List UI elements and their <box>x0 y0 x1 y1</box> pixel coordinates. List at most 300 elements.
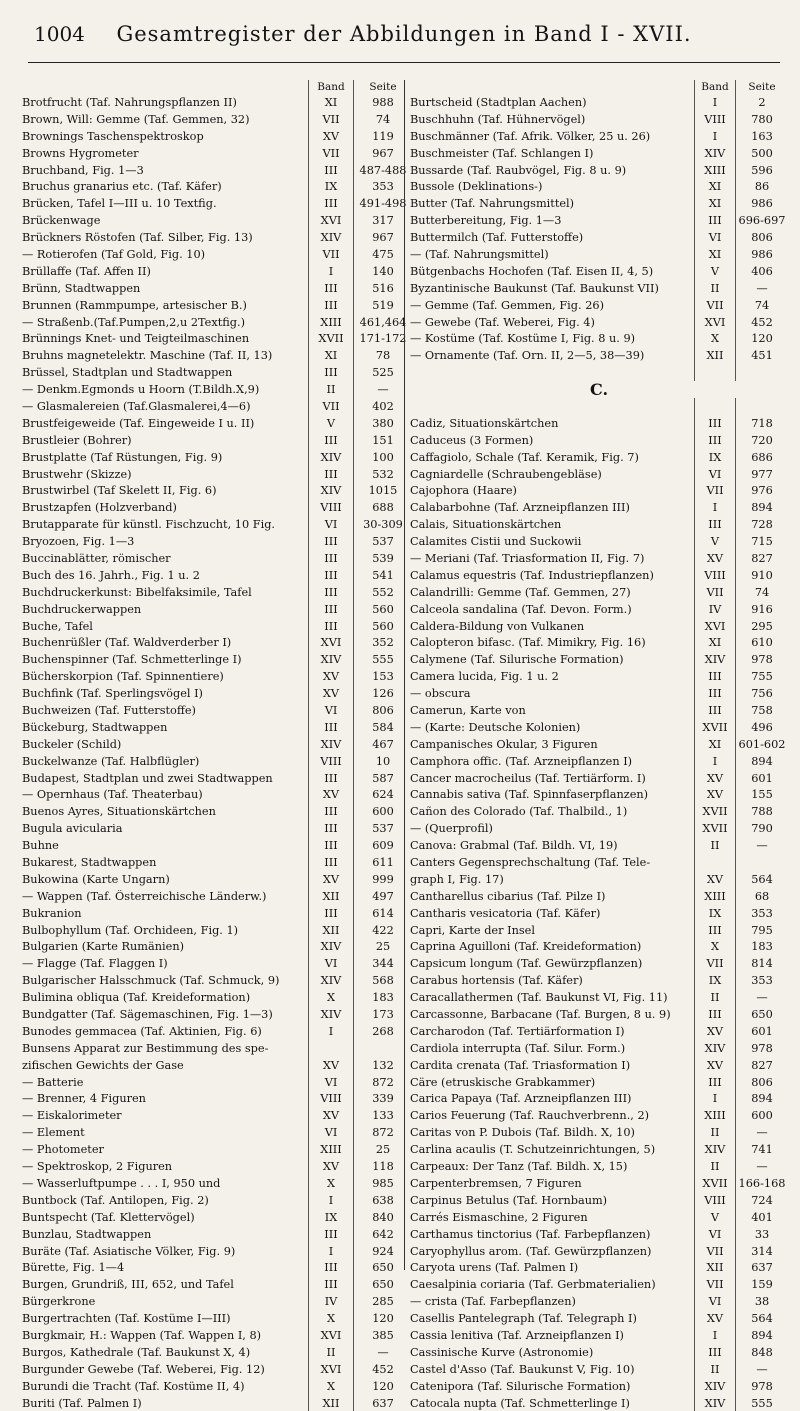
index-entry-row <box>410 702 788 719</box>
entry-seite: 295 <box>735 618 788 635</box>
entry-seite: 780 <box>735 111 788 128</box>
index-entry-row <box>410 601 788 618</box>
entry-term: — Gemme (Taf. Gemmen, Fig. 26) <box>410 298 604 312</box>
entry-term: Bulbophyllum (Taf. Orchideen, Fig. 1) <box>22 923 239 937</box>
entry-seite: 537 <box>353 533 412 550</box>
entry-seite: 25 <box>353 939 412 956</box>
entry-seite: 155 <box>735 787 788 804</box>
index-entry-row <box>22 1091 412 1108</box>
index-entry-row <box>410 1141 788 1158</box>
entry-seite: 537 <box>353 820 412 837</box>
entry-seite: 552 <box>353 584 412 601</box>
entry-seite: 718 <box>735 415 788 432</box>
entry-term: Buräte (Taf. Asiatische Völker, Fig. 9) <box>22 1244 236 1258</box>
index-entry-row <box>410 1006 788 1023</box>
entry-term: Canova: Grabmal (Taf. Bildh. VI, 19) <box>410 839 618 853</box>
index-entry-row <box>22 466 412 483</box>
entry-band: I <box>694 753 735 770</box>
entry-term: — Spektroskop, 2 Figuren <box>22 1160 173 1174</box>
index-entry-row <box>22 1209 412 1226</box>
index-entry-row <box>410 1276 788 1293</box>
entry-band: VII <box>694 955 735 972</box>
entry-seite: 560 <box>353 601 412 618</box>
entry-seite: 872 <box>353 1074 412 1091</box>
entry-seite: 894 <box>735 753 788 770</box>
index-entry-row <box>410 1124 788 1141</box>
entry-term: Casellis Pantelegraph (Taf. Telegraph I) <box>410 1312 637 1326</box>
column-divider <box>404 80 405 1270</box>
index-entry-row <box>410 195 788 212</box>
entry-term: Caracallathermen (Taf. Baukunst VI, Fig. 11) <box>410 991 668 1005</box>
entry-seite: 978 <box>735 651 788 668</box>
entry-term: Buschhuhn (Taf. Hühnervögel) <box>410 112 586 126</box>
index-entry-row <box>410 550 788 567</box>
entry-seite: 560 <box>353 618 412 635</box>
entry-term: Bütgenbachs Hochofen (Taf. Eisen II, 4, 5) <box>410 264 654 278</box>
entry-band: XV <box>308 787 353 804</box>
entry-seite: 795 <box>735 922 788 939</box>
entry-seite: 532 <box>353 466 412 483</box>
index-entry-row <box>22 1293 412 1310</box>
entry-seite: 120 <box>735 330 788 347</box>
entry-seite: 600 <box>735 1107 788 1124</box>
entry-band: XIII <box>694 162 735 179</box>
entry-term: Brustwirbel (Taf Skelett II, Fig. 6) <box>22 484 217 498</box>
index-entry-row <box>410 803 788 820</box>
index-entry-row <box>22 719 412 736</box>
index-entry-row <box>22 364 412 381</box>
entry-term: Buschmeister (Taf. Schlangen I) <box>410 146 594 160</box>
entry-band: XVII <box>694 820 735 837</box>
entry-band: VIII <box>308 1091 353 1108</box>
entry-band: XVI <box>694 618 735 635</box>
entry-term: Carpinus Betulus (Taf. Hornbaum) <box>410 1193 608 1207</box>
entry-term: Catenipora (Taf. Silurische Formation) <box>410 1379 631 1393</box>
header-rule <box>28 62 780 63</box>
entry-seite: 352 <box>353 635 412 652</box>
index-entry-row <box>22 1023 412 1040</box>
entry-band: VI <box>308 702 353 719</box>
entry-term: — Glasmalereien (Taf.Glasmalerei,4—6) <box>22 399 251 413</box>
entry-band: VI <box>308 955 353 972</box>
entry-band: IV <box>308 1293 353 1310</box>
entry-term: — Photometer <box>22 1143 104 1157</box>
index-entry-row <box>22 1141 412 1158</box>
index-entry-row <box>410 719 788 736</box>
index-entry-row <box>22 820 412 837</box>
entry-band: VIII <box>694 567 735 584</box>
index-entry-row <box>410 1175 788 1192</box>
entry-seite: 353 <box>353 178 412 195</box>
entry-band: III <box>694 668 735 685</box>
index-entry-row <box>410 618 788 635</box>
entry-seite: 385 <box>353 1327 412 1344</box>
entry-band: XIII <box>694 1107 735 1124</box>
index-entry-row <box>22 1057 412 1074</box>
entry-seite: 624 <box>353 787 412 804</box>
entry-term: — Wappen (Taf. Österreichische Länderw.) <box>22 889 267 903</box>
entry-seite: 353 <box>735 972 788 989</box>
index-entry-row <box>410 888 788 905</box>
index-entry-row <box>22 1006 412 1023</box>
index-entry-row <box>22 635 412 652</box>
entry-term: Castel d'Asso (Taf. Baukunst V, Fig. 10) <box>410 1362 635 1376</box>
entry-term: Bussarde (Taf. Raubvögel, Fig. 8 u. 9) <box>410 163 627 177</box>
index-entry-row <box>410 972 788 989</box>
entry-band: III <box>308 567 353 584</box>
entry-band: XV <box>308 128 353 145</box>
entry-band: XIII <box>694 888 735 905</box>
entry-seite: 601 <box>735 1023 788 1040</box>
entry-seite: 688 <box>353 499 412 516</box>
entry-band: III <box>308 905 353 922</box>
entry-band: XV <box>308 871 353 888</box>
index-entry-row <box>22 1395 412 1411</box>
entry-seite: 86 <box>735 178 788 195</box>
entry-term: Burundi die Tracht (Taf. Kostüme II, 4) <box>22 1379 245 1393</box>
entry-term: Budapest, Stadtplan und zwei Stadtwappen <box>22 771 273 785</box>
entry-band: XVII <box>694 719 735 736</box>
index-entry-row <box>410 685 788 702</box>
entry-band: XV <box>694 1310 735 1327</box>
index-entry-row <box>22 347 412 364</box>
entry-band: XV <box>694 871 735 888</box>
entry-seite: 516 <box>353 280 412 297</box>
entry-term: Calandrilli: Gemme (Taf. Gemmen, 27) <box>410 585 631 599</box>
index-entry-row <box>410 770 788 787</box>
entry-seite: — <box>735 1124 788 1141</box>
entry-seite: 285 <box>353 1293 412 1310</box>
entry-seite: 601 <box>735 770 788 787</box>
index-entry-row <box>410 482 788 499</box>
entry-term: Calais, Situationskärtchen <box>410 518 562 532</box>
index-entry-row <box>22 1226 412 1243</box>
index-entry-row <box>22 989 412 1006</box>
entry-band: VI <box>694 1226 735 1243</box>
entry-band: VII <box>694 482 735 499</box>
entry-term: Bürette, Fig. 1—4 <box>22 1261 125 1275</box>
entry-band: VIII <box>308 753 353 770</box>
entry-seite: 401 <box>735 1209 788 1226</box>
index-entry-row <box>22 1327 412 1344</box>
entry-seite: 600 <box>353 803 412 820</box>
index-entry-row <box>22 381 412 398</box>
entry-band: XVI <box>308 1361 353 1378</box>
entry-term: Cassinische Kurve (Astronomie) <box>410 1345 594 1359</box>
entry-band: IX <box>694 972 735 989</box>
entry-band: III <box>308 1276 353 1293</box>
entry-term: Brustfeigeweide (Taf. Eingeweide I u. II) <box>22 416 255 430</box>
entry-term: Buche, Tafel <box>22 619 93 633</box>
entry-seite: 159 <box>735 1276 788 1293</box>
index-entry-row <box>410 736 788 753</box>
index-entry-row <box>410 989 788 1006</box>
index-entry-row <box>410 820 788 837</box>
entry-band: X <box>694 330 735 347</box>
section-letter: C. <box>589 380 609 400</box>
entry-term: Carios Feuerung (Taf. Rauchverbrenn., 2) <box>410 1109 650 1123</box>
index-entry-row <box>410 1040 788 1057</box>
entry-band: VI <box>308 516 353 533</box>
entry-term: — Element <box>22 1126 85 1140</box>
entry-band: VII <box>308 145 353 162</box>
entry-band: III <box>308 297 353 314</box>
entry-term: Cantharis vesicatoria (Taf. Käfer) <box>410 906 601 920</box>
entry-term: — Kostüme (Taf. Kostüme I, Fig. 8 u. 9) <box>410 332 636 346</box>
entry-band: II <box>694 1124 735 1141</box>
entry-band: VI <box>308 1074 353 1091</box>
entry-term: Bunsens Apparat zur Bestimmung des spe- <box>22 1041 269 1055</box>
entry-term: Bugula avicularia <box>22 822 123 836</box>
entry-band: III <box>694 685 735 702</box>
entry-term: Brünn, Stadtwappen <box>22 281 141 295</box>
index-entry-row <box>410 1074 788 1091</box>
entry-seite: 10 <box>353 753 412 770</box>
entry-term: Bulimina obliqua (Taf. Kreideformation) <box>22 991 251 1005</box>
entry-band: XV <box>308 668 353 685</box>
index-entry-row <box>410 567 788 584</box>
entry-term: Brownings Taschenspektroskop <box>22 129 204 143</box>
column-header-seite: Seite <box>735 80 788 94</box>
entry-band: X <box>308 1175 353 1192</box>
entry-seite: 33 <box>735 1226 788 1243</box>
entry-band: XV <box>694 770 735 787</box>
index-entry-row <box>410 162 788 179</box>
index-entry-row <box>22 567 412 584</box>
index-entry-row <box>410 1243 788 1260</box>
entry-seite: 916 <box>735 601 788 618</box>
entry-seite: — <box>735 837 788 854</box>
entry-band: VIII <box>694 1192 735 1209</box>
entry-term: — (Taf. Nahrungsmittel) <box>410 247 549 261</box>
entry-term: Bryozoen, Fig. 1—3 <box>22 535 135 549</box>
index-entry-row <box>22 280 412 297</box>
entry-seite: 978 <box>735 1040 788 1057</box>
entry-seite: 74 <box>735 584 788 601</box>
entry-term: Calamus equestris (Taf. Industriepflanzen) <box>410 568 654 582</box>
entry-seite: 827 <box>735 1057 788 1074</box>
entry-term: Carlina acaulis (T. Schutzeinrichtungen, 5) <box>410 1143 656 1157</box>
entry-band: III <box>308 618 353 635</box>
entry-seite: 924 <box>353 1243 412 1260</box>
index-entry-row <box>22 1040 412 1057</box>
index-entry-row <box>410 955 788 972</box>
entry-seite: 988 <box>353 94 412 111</box>
entry-band: V <box>308 415 353 432</box>
entry-term: Capri, Karte der Insel <box>410 923 535 937</box>
entry-seite: 637 <box>735 1259 788 1276</box>
index-entry-row <box>22 601 412 618</box>
entry-term: Bürgerkrone <box>22 1295 96 1309</box>
entry-seite: 976 <box>735 482 788 499</box>
entry-seite: 637 <box>353 1395 412 1411</box>
entry-term: — Rotierofen (Taf Gold, Fig. 10) <box>22 247 206 261</box>
entry-term: Caryota urens (Taf. Palmen I) <box>410 1261 579 1275</box>
entry-seite: 650 <box>353 1259 412 1276</box>
entry-term: Browns Hygrometer <box>22 146 139 160</box>
entry-term: — Flagge (Taf. Flaggen I) <box>22 957 168 971</box>
entry-seite: 806 <box>353 702 412 719</box>
entry-term: — Opernhaus (Taf. Theaterbau) <box>22 788 203 802</box>
entry-band: X <box>308 989 353 1006</box>
entry-term: Campanisches Okular, 3 Figuren <box>410 737 598 751</box>
entry-term: zifischen Gewichts der Gase <box>22 1058 184 1072</box>
entry-seite: 610 <box>735 635 788 652</box>
entry-seite: 977 <box>735 466 788 483</box>
index-entry-row <box>410 753 788 770</box>
index-entry-row <box>22 584 412 601</box>
entry-band: III <box>308 837 353 854</box>
index-entry-row <box>22 1276 412 1293</box>
entry-band: XIV <box>308 1006 353 1023</box>
entry-band: I <box>308 263 353 280</box>
index-entry-row <box>22 1107 412 1124</box>
entry-term: Cancer macrocheilus (Taf. Tertiärform. I) <box>410 771 646 785</box>
index-entry-row <box>410 1344 788 1361</box>
entry-term: Caffagiolo, Schale (Taf. Keramik, Fig. 7) <box>410 450 639 464</box>
index-entry-row <box>410 330 788 347</box>
entry-seite: 1015 <box>353 482 412 499</box>
entry-seite: 126 <box>353 685 412 702</box>
entry-band: I <box>308 1023 353 1040</box>
entry-term: Brüllaffe (Taf. Affen II) <box>22 264 151 278</box>
entry-seite: 339 <box>353 1091 412 1108</box>
entry-band: IX <box>308 178 353 195</box>
entry-seite: 755 <box>735 668 788 685</box>
entry-band: I <box>308 1192 353 1209</box>
entry-seite: 650 <box>735 1006 788 1023</box>
entry-term: Cardiola interrupta (Taf. Silur. Form.) <box>410 1041 626 1055</box>
entry-term: Carabus hortensis (Taf. Käfer) <box>410 974 583 988</box>
entry-seite: 806 <box>735 1074 788 1091</box>
entry-seite: 406 <box>735 263 788 280</box>
index-entry-row <box>22 685 412 702</box>
entry-seite: 2 <box>735 94 788 111</box>
index-entry-row <box>22 803 412 820</box>
entry-band: III <box>308 432 353 449</box>
entry-band: III <box>694 432 735 449</box>
entry-seite: 568 <box>353 972 412 989</box>
index-entry-row <box>410 1107 788 1124</box>
entry-band: XVI <box>308 1327 353 1344</box>
entry-band: VI <box>694 1293 735 1310</box>
entry-band: III <box>308 584 353 601</box>
entry-seite: 696-697 <box>735 212 788 229</box>
column-header-band: Band <box>694 80 735 94</box>
entry-band: XI <box>694 736 735 753</box>
entry-band: XIV <box>308 736 353 753</box>
entry-band: XIV <box>694 1395 735 1411</box>
entry-band: III <box>694 516 735 533</box>
entry-seite: 183 <box>735 939 788 956</box>
entry-term: Calymene (Taf. Silurische Formation) <box>410 653 624 667</box>
index-entry-row <box>22 162 412 179</box>
entry-term: Caesalpinia coriaria (Taf. Gerbmaterialien) <box>410 1278 656 1292</box>
index-entry-row <box>22 972 412 989</box>
entry-band <box>694 398 735 415</box>
column-header-row <box>410 80 788 94</box>
running-title: Gesamtregister der Abbildungen in Band I - XVII. <box>116 22 692 46</box>
entry-term: Camphora offic. (Taf. Arzneipflanzen I) <box>410 754 633 768</box>
entry-seite <box>735 398 788 415</box>
index-entry-row <box>22 888 412 905</box>
entry-band: III <box>308 195 353 212</box>
entry-seite: 467 <box>353 736 412 753</box>
index-entry-row <box>410 1192 788 1209</box>
column-header-row <box>22 80 412 94</box>
index-entry-row <box>410 1327 788 1344</box>
entry-seite: 986 <box>735 195 788 212</box>
index-entry-row <box>22 837 412 854</box>
page-header <box>28 22 780 54</box>
entry-term: Buchfink (Taf. Sperlingsvögel I) <box>22 687 203 701</box>
entry-seite: 614 <box>353 905 412 922</box>
index-entry-row <box>22 651 412 668</box>
entry-seite: 894 <box>735 499 788 516</box>
entry-term: Brown, Will: Gemme (Taf. Gemmen, 32) <box>22 112 250 126</box>
entry-band: XV <box>694 1057 735 1074</box>
entry-term: — obscura <box>410 687 471 701</box>
entry-band: II <box>308 381 353 398</box>
entry-band: XIV <box>694 1141 735 1158</box>
entry-seite: 74 <box>735 297 788 314</box>
index-entry-row <box>410 905 788 922</box>
entry-seite: 584 <box>353 719 412 736</box>
entry-term: Buriti (Taf. Palmen I) <box>22 1396 142 1410</box>
entry-term: Capsicum longum (Taf. Gewürzpflanzen) <box>410 957 643 971</box>
index-entry-row <box>410 533 788 550</box>
entry-seite: 756 <box>735 685 788 702</box>
entry-seite: 183 <box>353 989 412 1006</box>
entry-seite: 741 <box>735 1141 788 1158</box>
entry-seite: 686 <box>735 449 788 466</box>
index-entry-row <box>22 787 412 804</box>
entry-band: III <box>694 922 735 939</box>
entry-band: III <box>308 854 353 871</box>
index-entry-row <box>410 1378 788 1395</box>
index-entry-row <box>22 111 412 128</box>
index-entry-row <box>22 330 412 347</box>
entry-term: Cardita crenata (Taf. Triasformation I) <box>410 1058 631 1072</box>
entry-band: XII <box>694 347 735 364</box>
index-entry-row <box>410 1293 788 1310</box>
entry-band: III <box>308 1259 353 1276</box>
entry-seite: — <box>735 1361 788 1378</box>
entry-seite: 452 <box>353 1361 412 1378</box>
entry-seite: 163 <box>735 128 788 145</box>
index-entry-row <box>22 499 412 516</box>
entry-term: Buhne <box>22 839 59 853</box>
entry-seite: 153 <box>353 668 412 685</box>
index-entry-row <box>410 1395 788 1411</box>
entry-seite: 487-488 <box>353 162 412 179</box>
index-entry-row <box>410 398 788 415</box>
entry-term: — Wasserluftpumpe . . . I, 950 und <box>22 1176 221 1190</box>
entry-term: Calopteron bifasc. (Taf. Mimikry, Fig. 16) <box>410 636 646 650</box>
entry-band: III <box>308 803 353 820</box>
entry-band: III <box>308 466 353 483</box>
entry-seite: 151 <box>353 432 412 449</box>
entry-band: VI <box>308 1124 353 1141</box>
index-entry-row <box>22 618 412 635</box>
entry-seite: 74 <box>353 111 412 128</box>
entry-band: III <box>308 820 353 837</box>
entry-band: III <box>308 601 353 618</box>
entry-band: VII <box>308 398 353 415</box>
entry-term: Cañon des Colorado (Taf. Thalbild., 1) <box>410 805 628 819</box>
index-entry-row <box>22 246 412 263</box>
entry-term: Camera lucida, Fig. 1 u. 2 <box>410 670 559 684</box>
